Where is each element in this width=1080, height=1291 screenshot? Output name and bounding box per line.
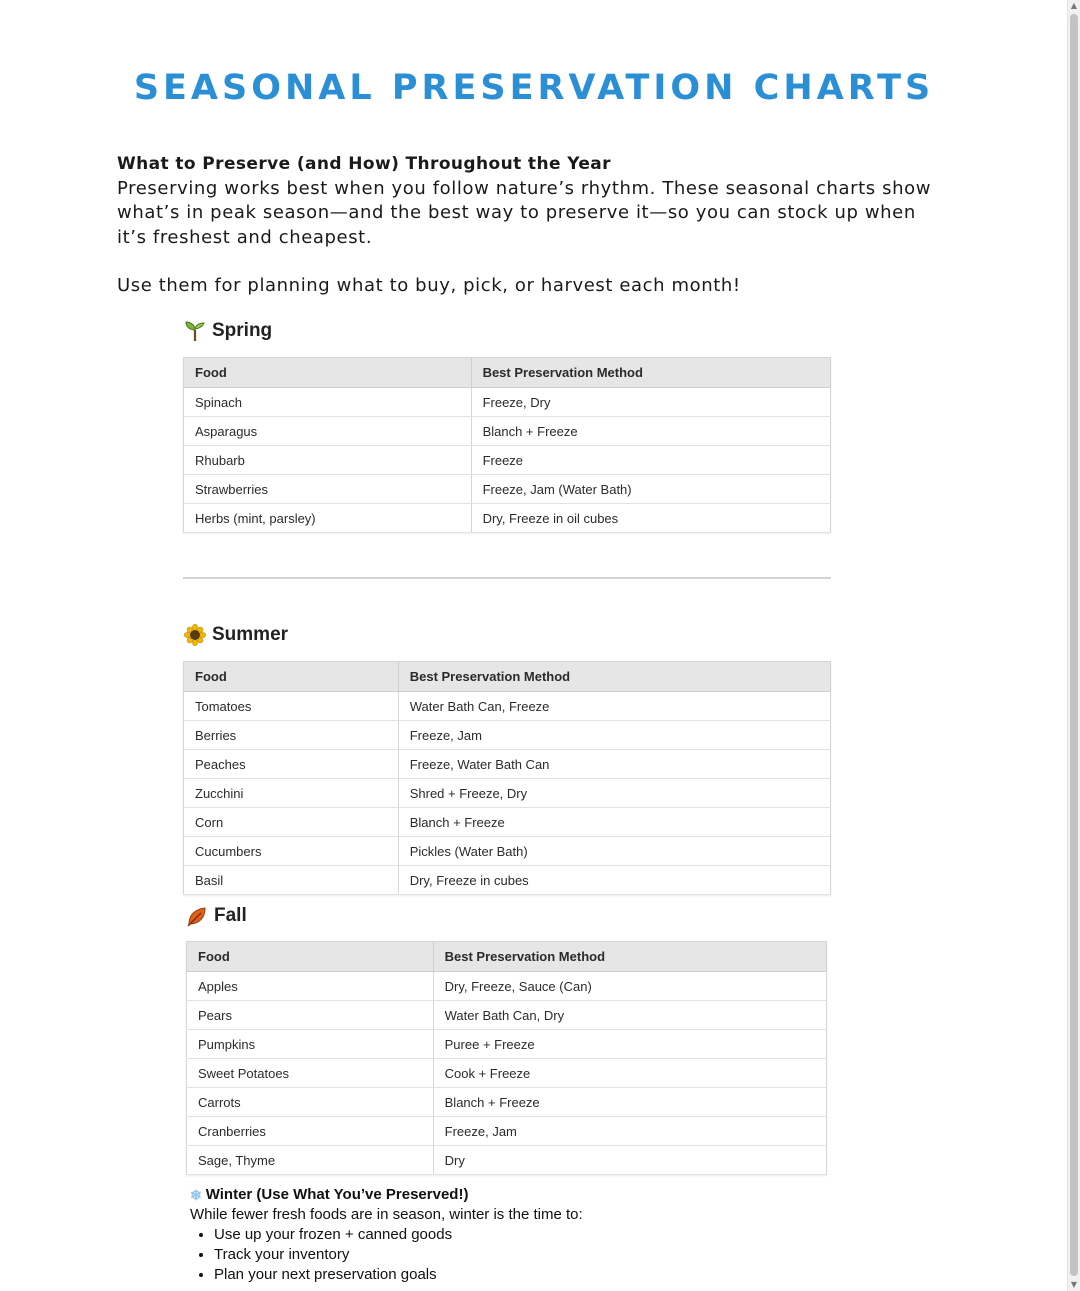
method-cell: Pickles (Water Bath) <box>398 837 830 866</box>
food-cell: Herbs (mint, parsley) <box>184 504 472 533</box>
intro-subtitle: What to Preserve (and How) Throughout the Year <box>117 154 611 174</box>
table-row <box>184 808 831 837</box>
table-header-row <box>187 942 827 972</box>
table-row <box>187 1117 827 1146</box>
food-cell: Berries <box>184 721 399 750</box>
table-row <box>184 750 831 779</box>
column-header-food: Food <box>184 358 472 388</box>
winter-text: While fewer fresh foods are in season, winter is the time to: <box>190 1206 583 1223</box>
method-cell: Freeze, Jam <box>398 721 830 750</box>
food-cell: Sweet Potatoes <box>187 1059 434 1088</box>
method-cell: Freeze <box>471 446 830 475</box>
food-cell: Zucchini <box>184 779 399 808</box>
summer-heading-text: Summer <box>212 624 289 645</box>
intro-section <box>117 152 937 299</box>
table-row <box>184 721 831 750</box>
list-item: • Use up your frozen + canned goods <box>214 1225 790 1245</box>
summer-table <box>183 661 831 895</box>
fall-table <box>186 941 827 1175</box>
page-title: SEASONAL PRESERVATION CHARTS <box>133 68 935 108</box>
food-cell: Apples <box>187 972 434 1001</box>
intro-tip: Use them for planning what to buy, pick, or harvest each month! <box>117 275 741 296</box>
spring-heading-text: Spring <box>212 320 273 341</box>
method-cell: Dry, Freeze in cubes <box>398 866 830 895</box>
summer-heading <box>184 624 288 646</box>
column-header-method: Best Preservation Method <box>398 662 830 692</box>
section-divider <box>183 577 831 579</box>
table-row <box>184 866 831 895</box>
method-cell: Freeze, Jam (Water Bath) <box>471 475 830 504</box>
method-cell: Freeze, Water Bath Can <box>398 750 830 779</box>
intro-paragraph: Preserving works best when you follow nature’s rhythm. These seasonal charts show what’s in peak season—and the best way to preserve it—so you can stock up when it’s freshest and cheapest. <box>117 177 932 248</box>
list-item: • Track your inventory <box>214 1245 790 1265</box>
spring-heading <box>184 320 272 342</box>
method-cell: Dry, Freeze in oil cubes <box>471 504 830 533</box>
scroll-up-arrow-icon[interactable]: ▲ <box>1070 1 1078 10</box>
list-item: • Plan your next preservation goals <box>214 1265 790 1285</box>
table-row <box>187 1001 827 1030</box>
seedling-icon <box>184 320 206 342</box>
method-cell: Shred + Freeze, Dry <box>398 779 830 808</box>
method-cell: Dry, Freeze, Sauce (Can) <box>433 972 826 1001</box>
table-row <box>184 475 831 504</box>
food-cell: Pears <box>187 1001 434 1030</box>
column-header-method: Best Preservation Method <box>433 942 826 972</box>
table-row <box>184 779 831 808</box>
food-cell: Pumpkins <box>187 1030 434 1059</box>
snowflake-icon: ❄ <box>190 1187 202 1203</box>
table-row <box>184 504 831 533</box>
food-cell: Spinach <box>184 388 472 417</box>
winter-heading-text: Winter (Use What You’ve Preserved!) <box>205 1186 469 1203</box>
method-cell: Blanch + Freeze <box>398 808 830 837</box>
food-cell: Carrots <box>187 1088 434 1117</box>
table-header-row <box>184 662 831 692</box>
table-row <box>184 837 831 866</box>
fall-heading <box>186 905 247 927</box>
scrollbar-thumb[interactable] <box>1070 14 1078 1276</box>
table-row <box>184 692 831 721</box>
method-cell: Water Bath Can, Dry <box>433 1001 826 1030</box>
table-row <box>187 972 827 1001</box>
fall-heading-text: Fall <box>214 905 247 926</box>
food-cell: Asparagus <box>184 417 472 446</box>
method-cell: Blanch + Freeze <box>433 1088 826 1117</box>
table-row <box>187 1146 827 1175</box>
winter-heading <box>190 1185 790 1205</box>
food-cell: Cucumbers <box>184 837 399 866</box>
winter-section <box>190 1185 790 1285</box>
column-header-food: Food <box>187 942 434 972</box>
vertical-scrollbar[interactable] <box>1067 0 1080 1291</box>
table-row <box>184 417 831 446</box>
table-row <box>187 1059 827 1088</box>
food-cell: Rhubarb <box>184 446 472 475</box>
method-cell: Blanch + Freeze <box>471 417 830 446</box>
food-cell: Tomatoes <box>184 692 399 721</box>
food-cell: Peaches <box>184 750 399 779</box>
food-cell: Corn <box>184 808 399 837</box>
method-cell: Water Bath Can, Freeze <box>398 692 830 721</box>
food-cell: Basil <box>184 866 399 895</box>
food-cell: Cranberries <box>187 1117 434 1146</box>
table-row <box>187 1088 827 1117</box>
sunflower-icon <box>184 624 206 646</box>
method-cell: Freeze, Jam <box>433 1117 826 1146</box>
fallen-leaf-icon <box>186 905 208 927</box>
food-cell: Sage, Thyme <box>187 1146 434 1175</box>
column-header-food: Food <box>184 662 399 692</box>
method-cell: Puree + Freeze <box>433 1030 826 1059</box>
method-cell: Dry <box>433 1146 826 1175</box>
food-cell: Strawberries <box>184 475 472 504</box>
table-row <box>184 388 831 417</box>
table-row <box>187 1030 827 1059</box>
spring-table <box>183 357 831 533</box>
method-cell: Cook + Freeze <box>433 1059 826 1088</box>
table-header-row <box>184 358 831 388</box>
scroll-down-arrow-icon[interactable]: ▼ <box>1070 1280 1078 1289</box>
winter-list <box>190 1225 790 1285</box>
column-header-method: Best Preservation Method <box>471 358 830 388</box>
table-row <box>184 446 831 475</box>
method-cell: Freeze, Dry <box>471 388 830 417</box>
